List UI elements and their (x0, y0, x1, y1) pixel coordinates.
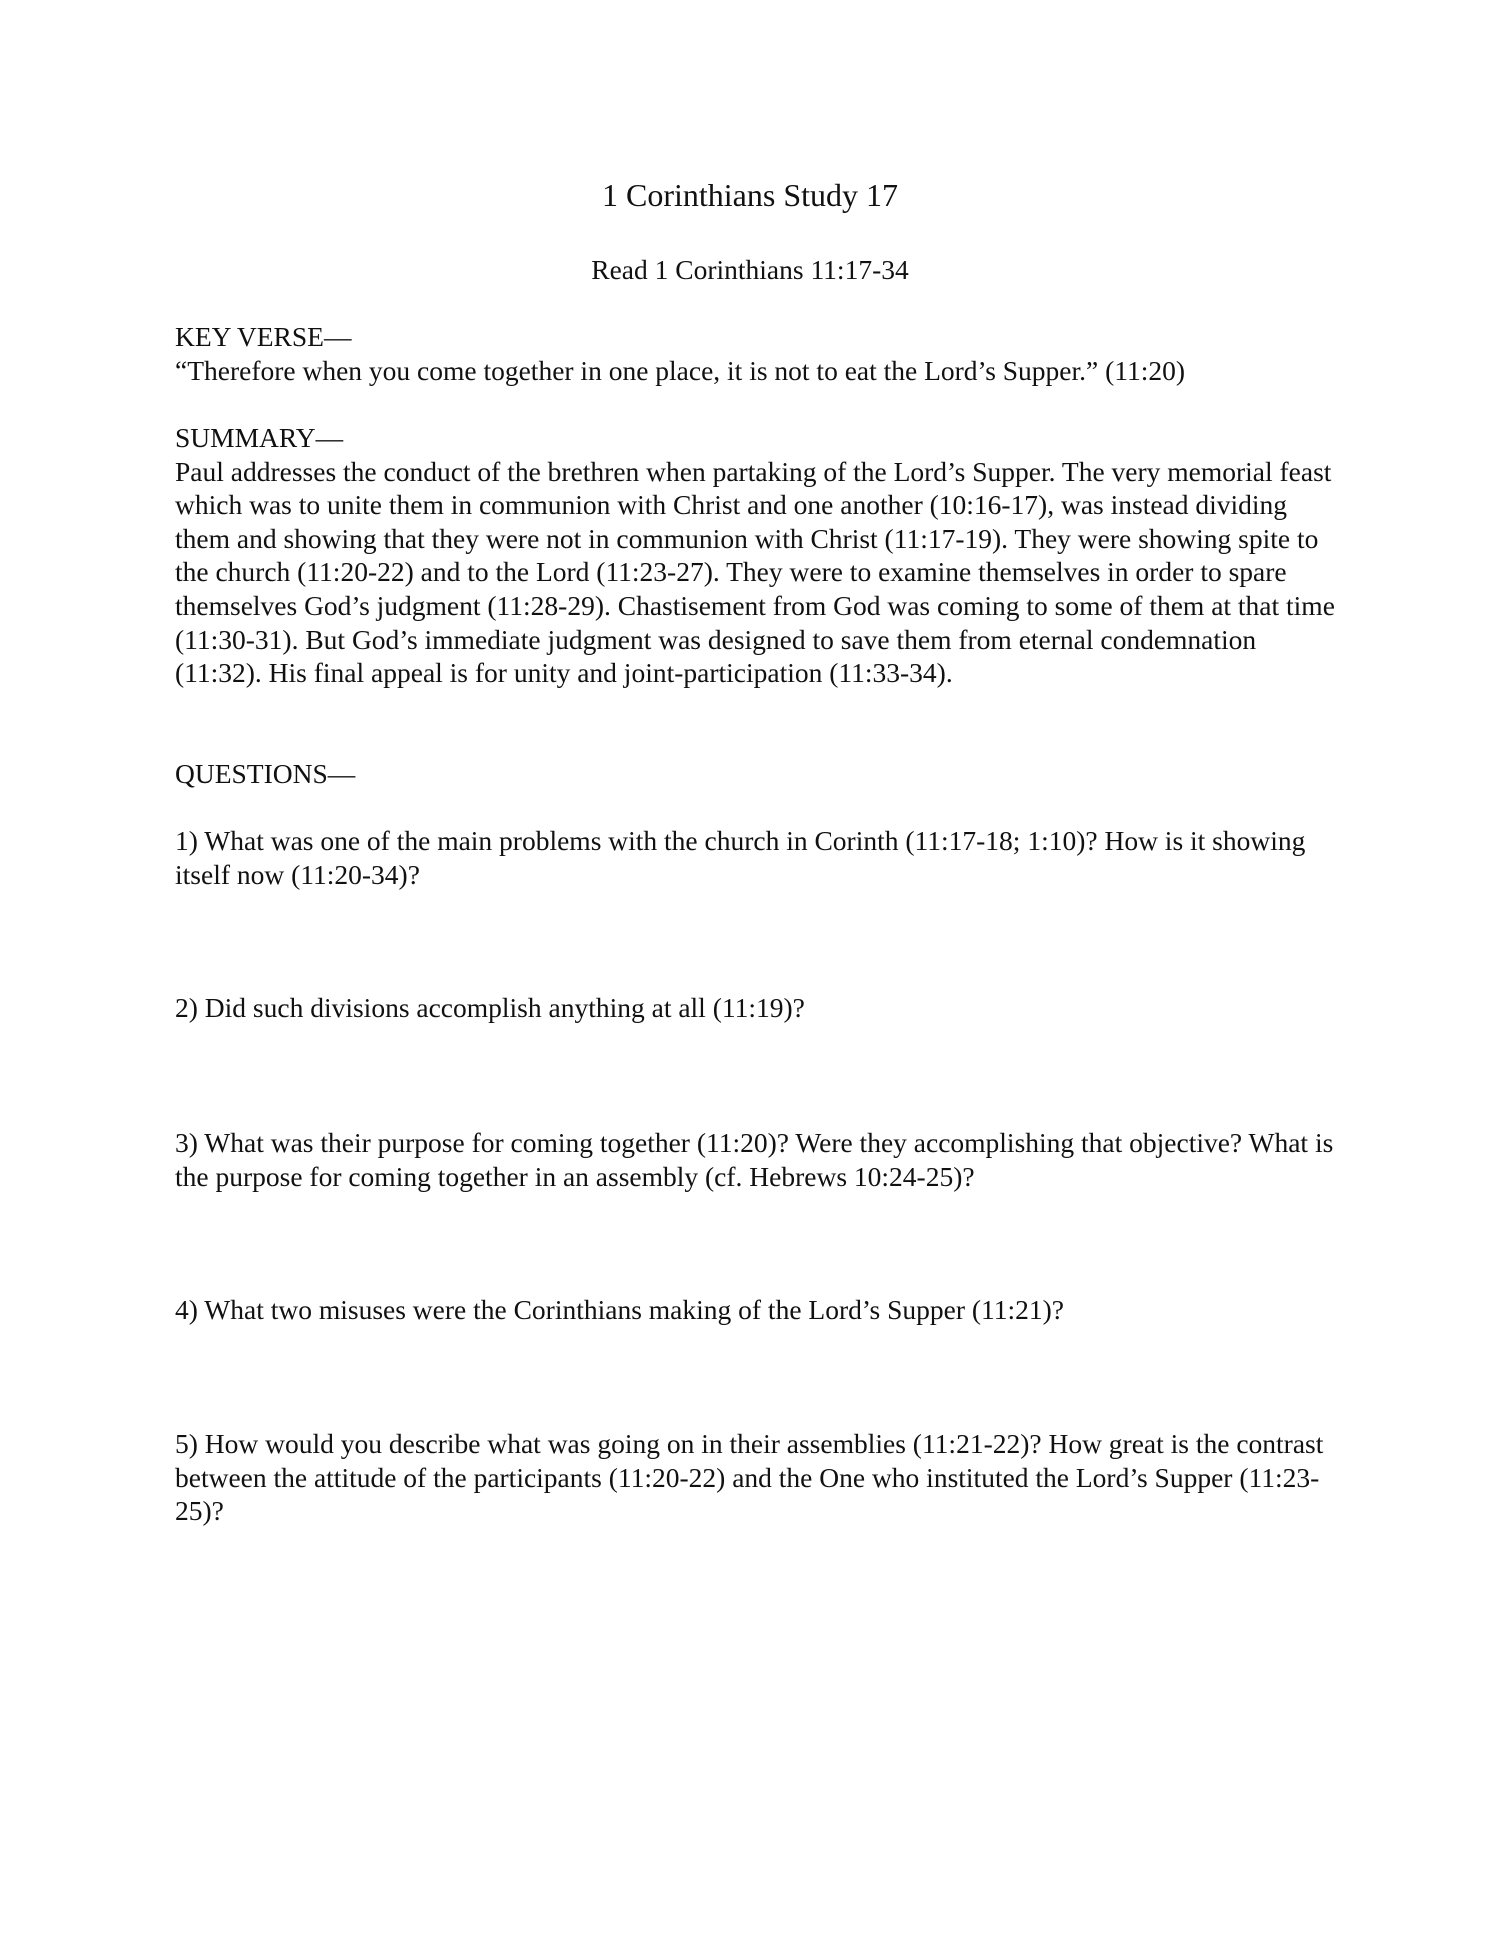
question-item: 4) What two misuses were the Corinthians making of the Lord’s Supper (11:21)? (175, 1294, 1064, 1325)
summary-heading: SUMMARY— (175, 422, 344, 453)
reading-reference: Read 1 Corinthians 11:17-34 (591, 254, 909, 285)
summary-section (175, 421, 1335, 690)
questions-heading: QUESTIONS— (175, 758, 356, 789)
question-item: 5) How would you describe what was going on in their assemblies (11:21-22)? How great is the contrast between the attitude of the participants (11:20-22) and the One who instituted the Lord’s Supper (11:23-25)? (175, 1428, 1324, 1527)
question-item: 1) What was one of the main problems with the church in Corinth (11:17-18; 1:10)? How is it showing itself now (11:20-34)? (175, 825, 1306, 890)
summary-text: Paul addresses the conduct of the brethren when partaking of the Lord’s Supper. The very memorial feast which was to unite them in communion with Christ and one another (10:16-17), was instead dividing them and showing that they were not in communion with Christ (11:17-19). They were showing spite to the church (11:20-22) and to the Lord (11:23-27). They were to examine themselves in order to spare themselves God’s judgment (11:28-29). Chastisement from God was coming to some of them at that time (11:30-31). But God’s immediate judgment was designed to save them from eternal condemnation (11:32). His final appeal is for unity and joint-participation (11:33-34). (175, 455, 1335, 689)
key-verse-section (175, 320, 1335, 387)
question-item: 2) Did such divisions accomplish anything at all (11:19)? (175, 992, 805, 1023)
question-item: 3) What was their purpose for coming together (11:20)? Were they accomplishing that objective? What is the purpose for coming together in an assembly (cf. Hebrews 10:24-25)? (175, 1127, 1334, 1192)
key-verse-text: “Therefore when you come together in one place, it is not to eat the Lord’s Supper.” (11:20) (175, 354, 1186, 386)
page-title: 1 Corinthians Study 17 (601, 177, 898, 213)
key-verse-heading: KEY VERSE— (175, 321, 352, 352)
